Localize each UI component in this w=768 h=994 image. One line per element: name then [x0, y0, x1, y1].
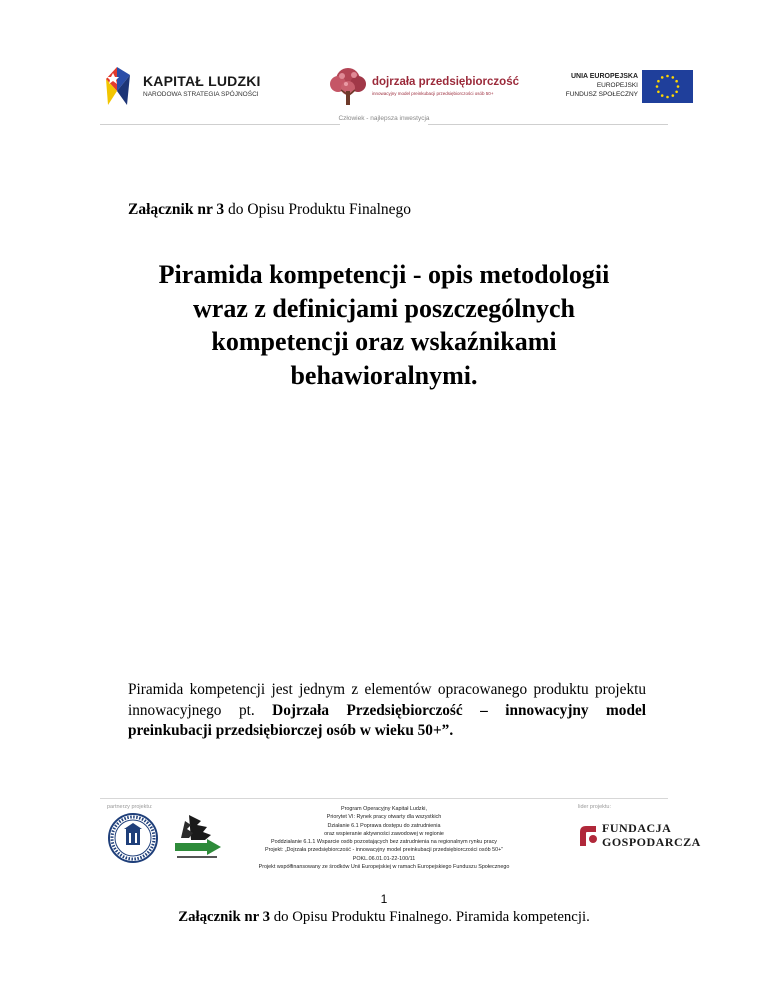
intro-paragraph-bold: Dojrzała Przedsiębiorczość – innowacyjny model preinkubacji przedsiębiorczej osób w wieku 50+”. [128, 701, 646, 739]
document-title [110, 258, 658, 392]
project-logo [326, 66, 519, 108]
program-line: Program Operacyjny Kapitał Ludzki, [341, 806, 427, 812]
kapital-ludzki-emblem-icon [103, 63, 133, 109]
intro-paragraph-text: Piramida kompetencji jest jednym z elementów opracowanego produktu projektu innowacyjnego pt. [128, 681, 646, 719]
program-line: Poddziałanie 6.1.1 Wsparcie osób pozostających bez zatrudnienia na regionalnym rynku pracy [271, 839, 497, 846]
fundacja-gospodarcza-name [602, 822, 701, 849]
partners-label: partnerzy projektu: [107, 804, 153, 810]
program-line: oraz wspieranie aktywności zawodowej w regionie [324, 830, 444, 837]
kapital-ludzki-logo [103, 63, 323, 109]
page-number: 1 [380, 892, 388, 906]
partner-arrow-logo-icon [171, 813, 225, 861]
tree-icon [326, 66, 370, 108]
header-divider-left [100, 124, 340, 125]
project-logo-title: dojrzała przedsiębiorczość [372, 76, 519, 88]
fundacja-line1: FUNDACJA [602, 821, 672, 835]
header-tagline: Człowiek - najlepsza inwestycja [338, 115, 430, 122]
eu-line3: FUNDUSZ SPOŁECZNY [565, 91, 638, 98]
eu-line2: EUROPEJSKI [596, 82, 638, 89]
program-line: Projekt: „Dojrzała przedsiębiorczość - innowacyjny model preinkubacji przedsiębiorczości osób 50+” [264, 847, 504, 854]
project-logo-subtitle: innowacyjny model preinkubacji przedsiębiorczości osób 50+ [372, 91, 494, 96]
footer-caption-bold: Załącznik nr 3 [178, 909, 271, 925]
kapital-ludzki-title: KAPITAŁ LUDZKI [143, 73, 261, 89]
title-line-1: Piramida kompetencji - opis metodologii [158, 260, 610, 289]
annex-label [128, 201, 411, 219]
eu-text-block [556, 72, 638, 99]
fundacja-emblem-icon [578, 824, 598, 846]
program-info [230, 805, 538, 871]
program-line: Działanie 6.1 Poprawa dostępu do zatrudnienia [327, 822, 441, 829]
annex-label-bold: Załącznik nr 3 [128, 201, 225, 218]
eu-line1: UNIA EUROPEJSKA [570, 73, 638, 80]
intro-paragraph [128, 680, 646, 742]
footer-divider [100, 798, 668, 799]
leader-label: lider projektu: [578, 804, 612, 810]
title-line-4: behawioralnymi. [290, 360, 478, 390]
footer-caption-rest: do Opisu Produktu Finalnego. Piramida kompetencji. [270, 909, 590, 925]
program-line: POKL.06.01.01-22-100/11 [352, 855, 416, 862]
footer-caption [100, 909, 668, 926]
title-line-3: kompetencji oraz wskaźnikami [211, 327, 557, 356]
fundacja-gospodarcza-logo [578, 822, 718, 850]
program-line: Projekt współfinansowany ze środków Unii Europejskiej w ramach Europejskiego Funduszu Społecznego [258, 864, 510, 871]
kapital-ludzki-subtitle: NARODOWA STRATEGIA SPÓJNOŚCI [143, 91, 259, 98]
eu-flag-icon [642, 70, 693, 103]
fundacja-line2: GOSPODARCZA [602, 834, 701, 849]
annex-label-rest: do Opisu Produktu Finalnego [224, 201, 412, 218]
program-line: Priorytet VI: Rynek pracy otwarty dla wszystkich [326, 814, 442, 821]
title-line-2: wraz z definicjami poszczególnych [193, 293, 575, 323]
university-seal-icon [107, 812, 159, 864]
header-divider-right [428, 124, 668, 125]
